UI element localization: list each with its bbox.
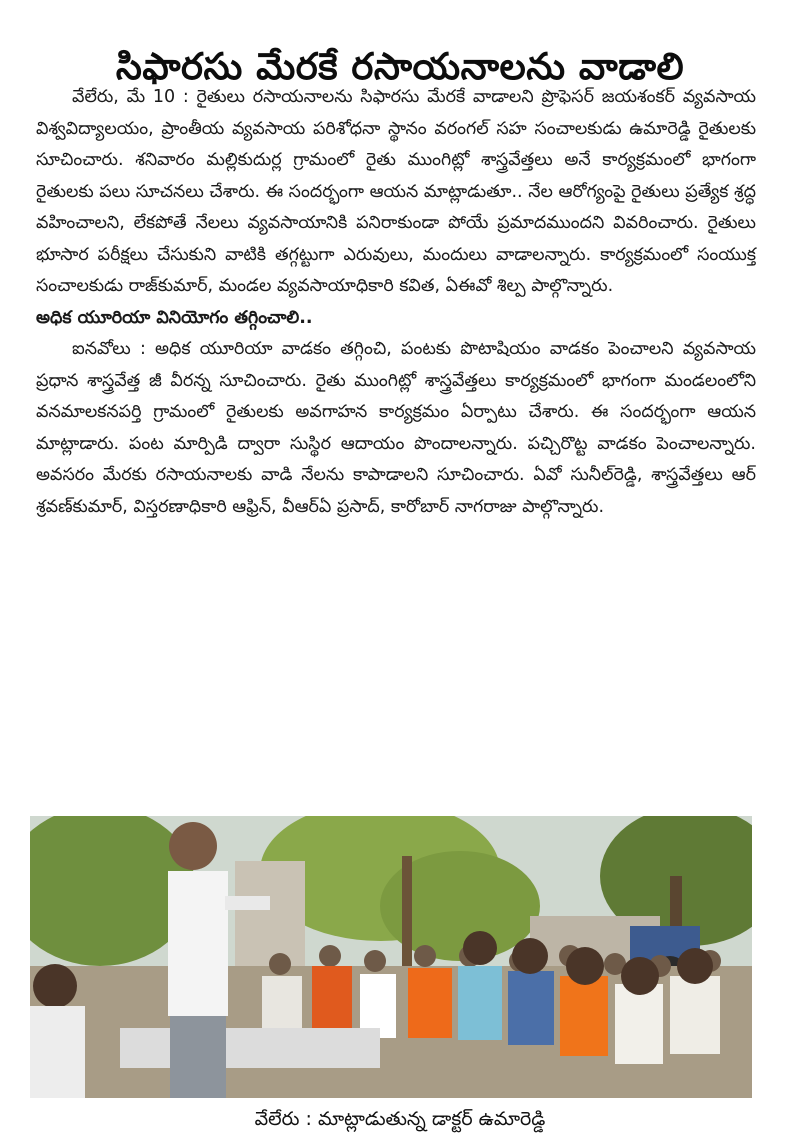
previous-article-remnant: [0, 0, 800, 10]
subheading: అధిక యూరియా వినియోగం తగ్గించాలి..: [36, 307, 313, 328]
news-photo: [30, 816, 752, 1098]
paragraph-inavolu: ఐనవోలు : అధిక యూరియా వాడకం తగ్గించి, పంటకు పొటాషియం వాడకం పెంచాలని వ్యవసాయ ప్రధాన శాస్త్రవేత్త జీ వీరన్న సూచించారు. రైతు ముంగిట్లో శాస్త్రవేత్తలు కార్యక్రమంలో భాగంగా మండలంలోని వనమాలకనపర్తి గ్రామంలో రైతులకు అవగాహన కార్యక్రమం ఏర్పాటు చేశారు. ఈ సందర్భంగా ఆయన మాట్లాడారు. పంట మార్పిడి ద్వారా సుస్థిర ఆదాయం పొందాలన్నారు. పచ్చిరొట్ట వాడకం పెంచాలన్నారు. అవసరం మేరకు రసాయనాలకు వాడి నేలను కాపాడాలని సూచించారు. ఏవో సునీల్‌రెడ్డి, శాస్త్రవేత్తలు ఆర్ శ్రవణ్‌కుమార్, విస్తరణాధికారి ఆఫ్రిన్, వీఆర్ఏ ప్రసాద్, కారోబార్ నాగరాజు పాల్గొన్నారు.: [36, 339, 756, 517]
headline: సిఫారసు మేరకే రసాయనాలను వాడాలి: [115, 44, 685, 88]
paragraph-velair: వేలేరు, మే 10 : రైతులు రసాయనాలను సిఫారసు మేరకే వాడాలని ప్రొఫెసర్ జయశంకర్ వ్యవసాయ విశ్వవిద్యాలయం, ప్రాంతీయ వ్యవసాయ పరిశోధనా స్థానం వరంగల్ సహ సంచాలకుడు ఉమారెడ్డి రైతులకు సూచించారు. శనివారం మల్లికుదుర్ల గ్రామంలో రైతు ముంగిట్లో శాస్త్రవేత్తలు అనే కార్యక్రమంలో భాగంగా రైతులకు పలు సూచనలు చేశారు. ఈ సందర్భంగా ఆయన మాట్లాడుతూ.. నేల ఆరోగ్యంపై రైతులు ప్రత్యేక శ్రద్ధ వహించాలని, లేకపోతే నేలలు వ్యవసాయానికి పనిరాకుండా పోయే ప్రమాదముందని వివరించారు. రైతులు భూసార పరీక్షలు చేసుకుని వాటికి తగ్గట్టుగా ఎరువులు, మందులు వాడాలన్నారు. కార్యక్రమంలో సంయుక్త సంచాలకుడు రాజ్‌కుమార్, మండల వ్యవసాయాధికారి కవిత, ఏఈవో శిల్ప పాల్గొన్నారు.: [36, 87, 756, 296]
article-body: [36, 82, 756, 523]
photo-caption: వేలేరు : మాట్లాడుతున్న డాక్టర్ ఉమారెడ్డి: [254, 1108, 546, 1130]
